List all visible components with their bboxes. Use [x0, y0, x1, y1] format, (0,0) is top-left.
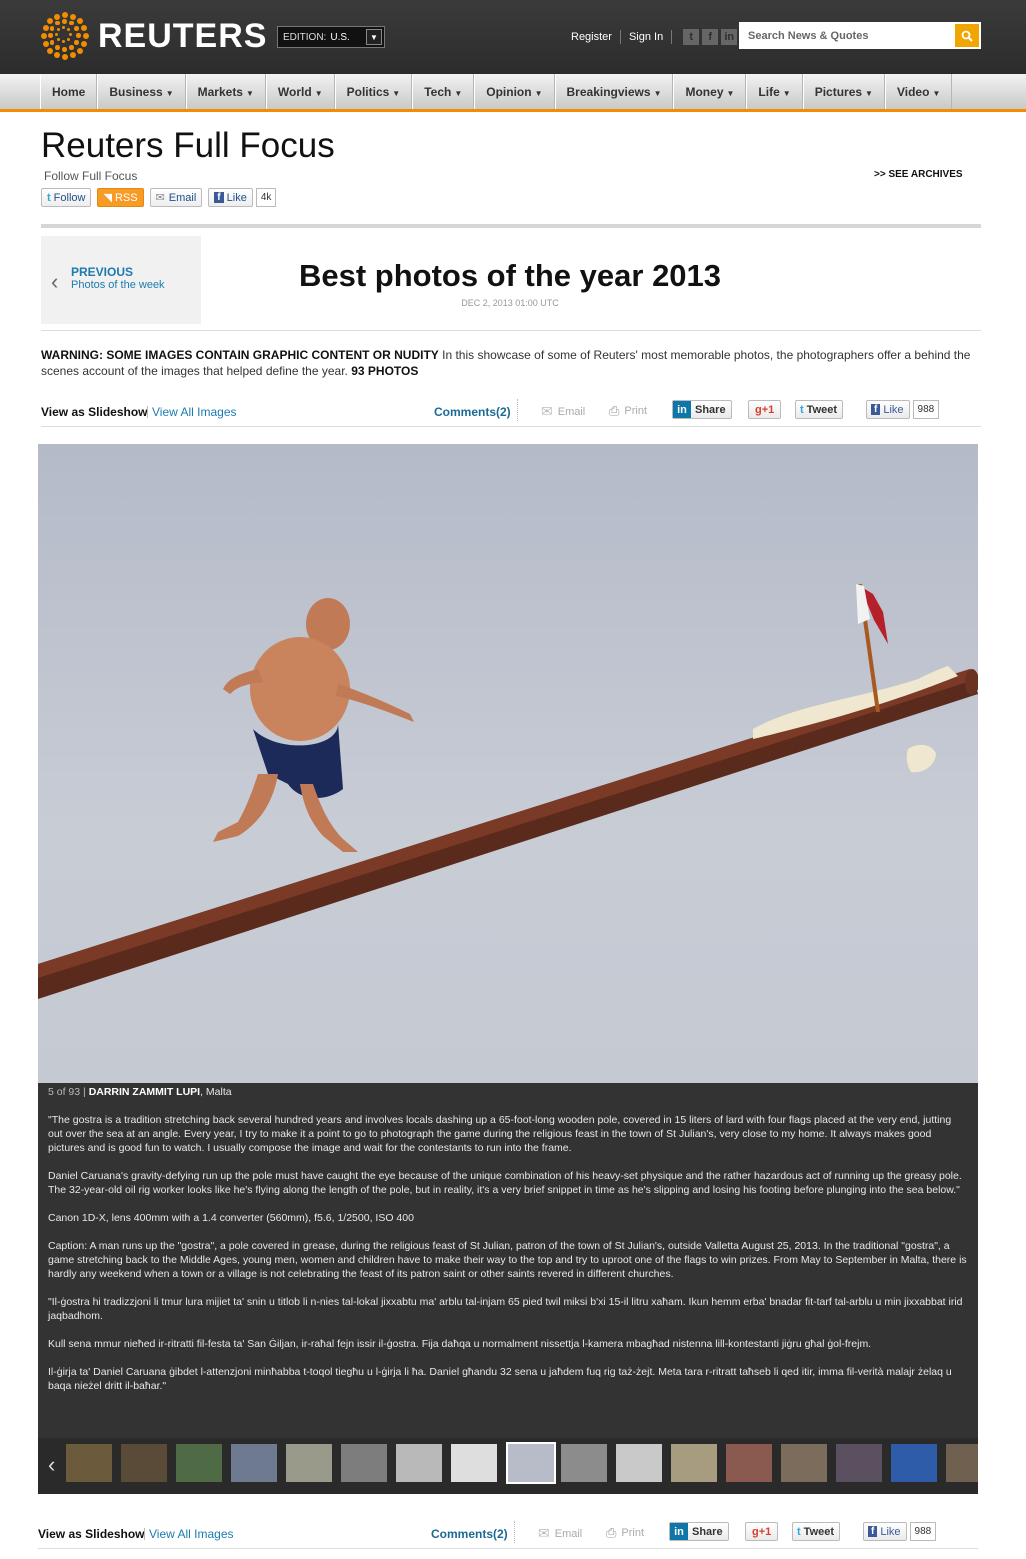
- nav-item-opinion[interactable]: [474, 74, 554, 109]
- edition-value: U.S.: [330, 31, 350, 43]
- photo-caption: [38, 1083, 978, 1438]
- chevron-down-icon: ▼: [165, 89, 174, 98]
- email-share-button[interactable]: [541, 403, 585, 420]
- content-warning: WARNING: SOME IMAGES CONTAIN GRAPHIC CONTENT OR NUDITY: [41, 348, 439, 362]
- like-count: 4k: [256, 188, 277, 207]
- photo-count: 93 PHOTOS: [351, 364, 419, 378]
- nav-item-world[interactable]: [266, 74, 335, 109]
- chevron-down-icon: ▼: [653, 89, 662, 98]
- google-plus-icon: g: [752, 1525, 759, 1538]
- thumbnail[interactable]: [286, 1444, 332, 1482]
- view-all-images-link[interactable]: View All Images: [149, 1527, 234, 1541]
- thumbnail[interactable]: [836, 1444, 882, 1482]
- edition-label: EDITION:: [283, 31, 327, 43]
- envelope-icon: ✉: [538, 1525, 550, 1541]
- reuters-logo-icon: [40, 14, 88, 58]
- like-count: 988: [913, 400, 940, 419]
- register-link[interactable]: Register: [571, 31, 612, 43]
- view-all-images-link[interactable]: View All Images: [152, 405, 237, 419]
- gallery-intro: [41, 347, 981, 379]
- chevron-down-icon: ▼: [932, 89, 941, 98]
- rss-icon: ◥: [103, 192, 112, 204]
- view-as-slideshow-label: View as Slideshow: [41, 405, 148, 419]
- divider: [41, 330, 981, 331]
- thumbnail[interactable]: [341, 1444, 387, 1482]
- caption-paragraph: Daniel Caruana's gravity-defying run up the pole must have caught the eye because of the unique combination of his heavy-set physique and the rather hazardous act of running up the greasy pole. The 32-year-old oil rig worker looks like he's flying along the length of the pole, but in reality, it's a very brief snippet in time as he's slipping and losing his footing before plunging into the sea below.": [48, 1170, 962, 1196]
- twitter-bird-icon: t: [800, 403, 804, 416]
- nav-item-label: Home: [52, 85, 86, 99]
- facebook-like-button[interactable]: [866, 400, 910, 419]
- chevron-down-icon: ▼: [726, 89, 735, 98]
- envelope-icon: ✉: [541, 403, 553, 419]
- follow-label: Follow: [53, 191, 86, 204]
- nav-item-label: Money: [685, 85, 724, 99]
- envelope-icon: ✉: [155, 192, 165, 204]
- nav-item-label: Markets: [197, 85, 243, 99]
- thumbnail[interactable]: [891, 1444, 937, 1482]
- nav-item-money[interactable]: [673, 74, 746, 109]
- account-links: [571, 29, 737, 45]
- chevron-down-icon: ▼: [314, 89, 323, 98]
- facebook-icon: f: [871, 404, 880, 415]
- twitter-bird-icon: t: [47, 191, 51, 204]
- tweet-label: Tweet: [803, 1525, 835, 1538]
- thumbnail[interactable]: [121, 1444, 167, 1482]
- gplus-label: +1: [761, 403, 775, 416]
- blog-share-bar: [41, 188, 276, 207]
- nav-item-breakingviews[interactable]: [555, 74, 674, 109]
- caption-paragraph: Il-ġirja ta' Daniel Caruana ġibdet l-attenzjoni minħabba t-toqol tiegħu u l-ġirja li ħa. Daniel għandu 32 sena u jaħdem fuq rig taż-żejt. Meta tara r-ritratt taħseb li qed itir, imma fil-verità malajr żelaq u baqa nieżel dritt il-baħar.": [48, 1366, 952, 1392]
- nav-item-business[interactable]: [97, 74, 185, 109]
- linkedin-share-button[interactable]: [669, 1522, 729, 1541]
- google-plus-icon: g: [755, 403, 762, 416]
- thumbnail[interactable]: [231, 1444, 277, 1482]
- chevron-down-icon[interactable]: ▼: [366, 29, 382, 45]
- thumbnail[interactable]: [561, 1444, 607, 1482]
- email-share-button[interactable]: [538, 1525, 582, 1542]
- printer-icon: ⎙: [606, 1525, 617, 1540]
- gallery-actions-bottom: [38, 1517, 978, 1549]
- nav-item-label: Pictures: [814, 85, 863, 99]
- chevron-down-icon: ▼: [782, 89, 791, 98]
- linkedin-icon: in: [673, 401, 691, 418]
- gallery-date: DEC 2, 2013 01:00 UTC: [461, 298, 559, 308]
- facebook-like-button[interactable]: [863, 1522, 907, 1541]
- reuters-logo[interactable]: [40, 14, 267, 58]
- print-label: Print: [624, 405, 648, 417]
- nav-item-label: Life: [758, 85, 780, 99]
- divider: [671, 30, 672, 44]
- twitter-bird-icon: t: [797, 1525, 801, 1538]
- linkedin-share-button[interactable]: [672, 400, 732, 419]
- thumbnail[interactable]: [616, 1444, 662, 1482]
- share-label: Share: [692, 1525, 723, 1538]
- sign-in-link[interactable]: Sign In: [628, 31, 664, 43]
- gplus-label: +1: [758, 1525, 772, 1538]
- search-box: [739, 22, 981, 49]
- see-archives-link[interactable]: >> SEE ARCHIVES: [874, 169, 963, 180]
- nav-item-label: Tech: [424, 85, 452, 99]
- thumbnail[interactable]: [66, 1444, 112, 1482]
- print-button[interactable]: [606, 1525, 644, 1541]
- printer-icon: ⎙: [609, 403, 620, 418]
- nav-item-label: Video: [896, 85, 930, 99]
- photo-location: , Malta: [200, 1086, 232, 1098]
- divider: [514, 1521, 515, 1543]
- chevron-left-icon[interactable]: ‹: [48, 1452, 56, 1477]
- intro-text: In this showcase of some of Reuters' most memorable photos, the photographers offer a behind the scenes account of the images that helped define the year.: [41, 348, 971, 378]
- chevron-down-icon: ▼: [865, 89, 873, 98]
- rss-button[interactable]: [97, 188, 143, 207]
- facebook-icon[interactable]: f: [702, 29, 718, 45]
- nav-item-video[interactable]: [885, 74, 952, 109]
- chevron-down-icon: ▼: [245, 89, 254, 98]
- comments-link[interactable]: Comments(2): [431, 1527, 508, 1541]
- nav-item-label: Politics: [346, 85, 390, 99]
- thumbnail[interactable]: [451, 1444, 497, 1482]
- caption-paragraph: "The gostra is a tradition stretching back several hundred years and involves locals dashing up a 65-foot-long wooden pole, covered in 15 liters of lard with four flags placed at the very end, jutting out over the sea at an angle. Every year, I try to make it a point to go to photograph the game during the religious feast in the town of St Julian's, very close to my home. It always makes good pictures and is good fun to watch. I usually compose the image and wait for the contestants to run into the frame.: [48, 1114, 952, 1154]
- caption-paragraph: Canon 1D-X, lens 400mm with a 1.4 converter (560mm), f5.6, 1/2500, ISO 400: [48, 1212, 414, 1224]
- thumbnail[interactable]: [726, 1444, 772, 1482]
- google-plus-button[interactable]: [748, 400, 781, 419]
- nav-item-label: World: [277, 85, 312, 99]
- email-button[interactable]: [150, 188, 203, 207]
- photographer-name[interactable]: DARRIN ZAMMIT LUPI: [88, 1086, 201, 1098]
- thumbnail[interactable]: [671, 1444, 717, 1482]
- google-plus-button[interactable]: [745, 1522, 778, 1541]
- search-button[interactable]: [955, 24, 979, 47]
- nav-item-markets[interactable]: [186, 74, 266, 109]
- facebook-like-widget: [866, 400, 939, 419]
- thumbnail[interactable]: [946, 1444, 978, 1482]
- photo-position: 5 of 93 |: [48, 1086, 89, 1098]
- chevron-down-icon: ▼: [454, 89, 463, 98]
- nav-item-tech[interactable]: [412, 74, 474, 109]
- top-bar: [0, 0, 1026, 74]
- search-icon: [961, 30, 973, 42]
- thumbnail[interactable]: [396, 1444, 442, 1482]
- twitter-follow-button[interactable]: [41, 188, 91, 207]
- tweet-button[interactable]: [795, 400, 843, 419]
- thumbnail-strip: [38, 1438, 978, 1494]
- nav-item-pictures[interactable]: [803, 74, 885, 109]
- tweet-label: Tweet: [806, 403, 838, 416]
- nav-item-politics[interactable]: [335, 74, 413, 109]
- rss-label: RSS: [114, 191, 138, 204]
- previous-subtitle: Photos of the week: [71, 279, 165, 291]
- linkedin-icon: in: [670, 1523, 688, 1540]
- like-label: Like: [226, 191, 247, 204]
- divider: [517, 399, 518, 421]
- caption-paragraph: Kull sena mmur nieħed ir-ritratti fil-festa ta' San Ġiljan, ir-raħal fejn issir il-ġostra. Fija daħqa u normalment nissettja l-kamera mbagħad nistenna lill-kontestanti jiġru għal ġol-frejm.: [48, 1338, 872, 1350]
- caption-paragraph: Caption: A man runs up the "gostra", a pole covered in grease, during the religious feast of St Julian, patron of the town of St Julian's, outside Valletta August 25, 2013. In the traditional "gostra", a game stretching back to the Middle Ages, young men, women and children have to make their way to the top and try to uproot one of the flags to win prizes. From May to September in Malta, there is hardly any weekend when a town or a village is not celebrating the feast of its patron saint or other saints revered in different churches.: [48, 1240, 967, 1280]
- facebook-icon: f: [868, 1526, 877, 1537]
- nav-item-home[interactable]: [40, 74, 97, 109]
- nav-item-label: Breakingviews: [566, 85, 651, 99]
- blog-title[interactable]: Reuters Full Focus: [41, 126, 335, 165]
- email-label: Email: [554, 1527, 583, 1540]
- thumbnail[interactable]: [781, 1444, 827, 1482]
- photo-image: [38, 444, 978, 1084]
- like-label: Like: [880, 1525, 901, 1538]
- email-label: Email: [168, 191, 197, 204]
- share-label: Share: [695, 403, 726, 416]
- search-input[interactable]: [739, 22, 953, 49]
- divider: [620, 30, 621, 44]
- previous-label: PREVIOUS: [71, 265, 134, 279]
- edition-select[interactable]: [277, 26, 385, 48]
- logo-text: REUTERS: [98, 16, 268, 55]
- follow-label: Follow Full Focus: [44, 169, 138, 183]
- chevron-down-icon: ▼: [534, 89, 543, 98]
- caption-paragraph: "Il-ġostra hi tradizzjoni li tmur lura mijiet ta' snin u titlob li n-nies tal-lokal jixxabtu ma' arblu tal-injam 65 pied twil miksi b'xi 15-il litru xaħam. Ikun hemm erba' bnadar fit-tarf tal-arblu u min jixxabbat irid jaqbadhom.: [48, 1296, 963, 1322]
- comments-link[interactable]: Comments(2): [434, 405, 511, 419]
- nav-item-life[interactable]: [746, 74, 802, 109]
- facebook-icon: f: [214, 192, 223, 203]
- facebook-like-button[interactable]: [208, 188, 253, 207]
- thumbnail[interactable]: [176, 1444, 222, 1482]
- linkedin-icon[interactable]: in: [721, 29, 737, 45]
- chevron-left-icon: ‹: [51, 269, 59, 294]
- chevron-down-icon: ▼: [392, 89, 401, 98]
- divider: [41, 224, 981, 228]
- email-label: Email: [557, 405, 586, 418]
- view-as-slideshow-label: View as Slideshow: [38, 1527, 145, 1541]
- print-button[interactable]: [609, 403, 647, 419]
- main-nav: [0, 74, 1026, 112]
- tweet-button[interactable]: [792, 1522, 840, 1541]
- caption-header: [48, 1085, 968, 1099]
- facebook-like-widget: [863, 1522, 936, 1541]
- nav-item-label: Business: [109, 85, 163, 99]
- gallery-photo[interactable]: [38, 444, 978, 1084]
- like-label: Like: [883, 403, 904, 416]
- nav-item-label: Opinion: [486, 85, 532, 99]
- print-label: Print: [621, 1527, 645, 1539]
- gallery-actions-top: [41, 395, 981, 427]
- like-count: 988: [910, 1522, 937, 1541]
- twitter-icon[interactable]: t: [683, 29, 699, 45]
- thumbnail[interactable]: [506, 1442, 556, 1484]
- gallery-title: Best photos of the year 2013: [298, 258, 722, 293]
